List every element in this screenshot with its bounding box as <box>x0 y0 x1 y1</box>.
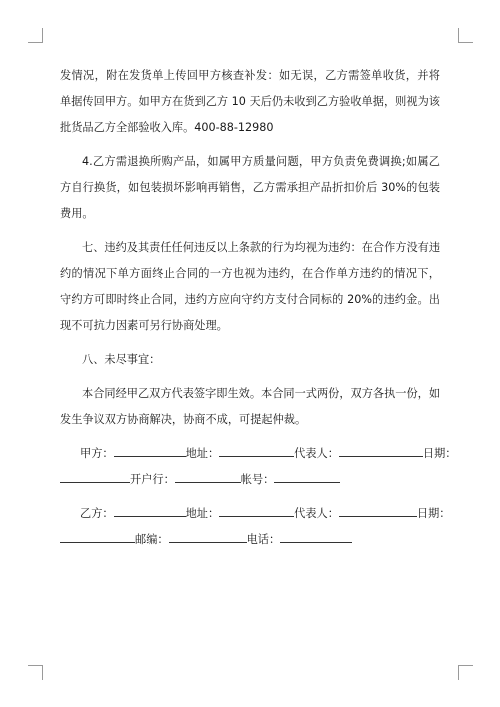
party-b-rep-label: 代表人： <box>294 507 339 520</box>
party-b-name-field[interactable] <box>114 503 186 517</box>
party-a-bank-field[interactable] <box>175 469 241 483</box>
paragraph-delivery-check: 发情况，附在发货单上传回甲方核查补发：如无误，乙方需签单收货，并将单据传回甲方。如甲方在货到乙方 10 天后仍未收到乙方验收单据，则视为该批货品乙方全部验收入库。400-88-12980 <box>60 69 440 134</box>
paragraph-other-matters-heading: 八、未尽事宜： <box>82 353 161 366</box>
party-a-date-label: 日期： <box>422 447 457 460</box>
party-a-label: 甲方： <box>80 447 114 460</box>
party-b-row-2 <box>60 527 440 553</box>
paragraph-breach: 七、违约及其责任任何违反以上条款的行为均视为违约：在合作方没有违约的情况下单方面终止合同的一方也视为违约，在合作单方违约的情况下，守约方可即时终止合同，违约方应向守约方支付合同标的 20%的违约金。出现不可抗力因素可另行协商处理。 <box>60 241 441 332</box>
party-a-row-1 <box>60 441 457 467</box>
crop-mark-bottom-right <box>458 665 473 680</box>
party-b-phone-label: 电话： <box>246 533 281 546</box>
party-b-date-field[interactable] <box>60 529 135 543</box>
party-b-date-label: 日期： <box>416 507 451 520</box>
party-a-rep-field[interactable] <box>339 443 423 457</box>
party-b-rep-field[interactable] <box>339 503 417 517</box>
party-a-account-label: 帐号： <box>240 473 275 486</box>
document-body <box>60 63 457 553</box>
party-b-phone-field[interactable] <box>280 529 352 543</box>
party-a-account-field[interactable] <box>274 469 340 483</box>
crop-mark-top-left <box>28 28 43 43</box>
paragraph-returns: 4.乙方需退换所购产品，如属甲方质量问题，甲方负责免费调换;如属乙方自行换货，如包装损坏影响再销售，乙方需承担产品折扣价后 30%的包装费用。 <box>60 155 440 220</box>
party-b-label: 乙方： <box>80 507 114 520</box>
party-b-address-label: 地址： <box>185 507 220 520</box>
party-b-postcode-field[interactable] <box>169 529 247 543</box>
party-b-postcode-label: 邮编： <box>135 533 169 546</box>
party-a-rep-label: 代表人： <box>294 447 339 460</box>
party-b-address-field[interactable] <box>219 503 294 517</box>
party-a-address-field[interactable] <box>219 443 294 457</box>
crop-mark-top-right <box>458 28 473 43</box>
party-a-date-field[interactable] <box>60 469 130 483</box>
crop-mark-bottom-left <box>28 665 43 680</box>
party-a-row-2 <box>60 467 440 493</box>
party-b-row-1 <box>60 501 451 527</box>
party-a-address-label: 地址： <box>185 447 220 460</box>
party-a-name-field[interactable] <box>114 443 186 457</box>
paragraph-effectiveness: 本合同经甲乙双方代表签字即生效。本合同一式两份，双方各执一份，如发生争议双方协商解决，协商不成，可提起仲裁。 <box>60 387 441 426</box>
party-a-bank-label: 开户行： <box>130 473 175 486</box>
